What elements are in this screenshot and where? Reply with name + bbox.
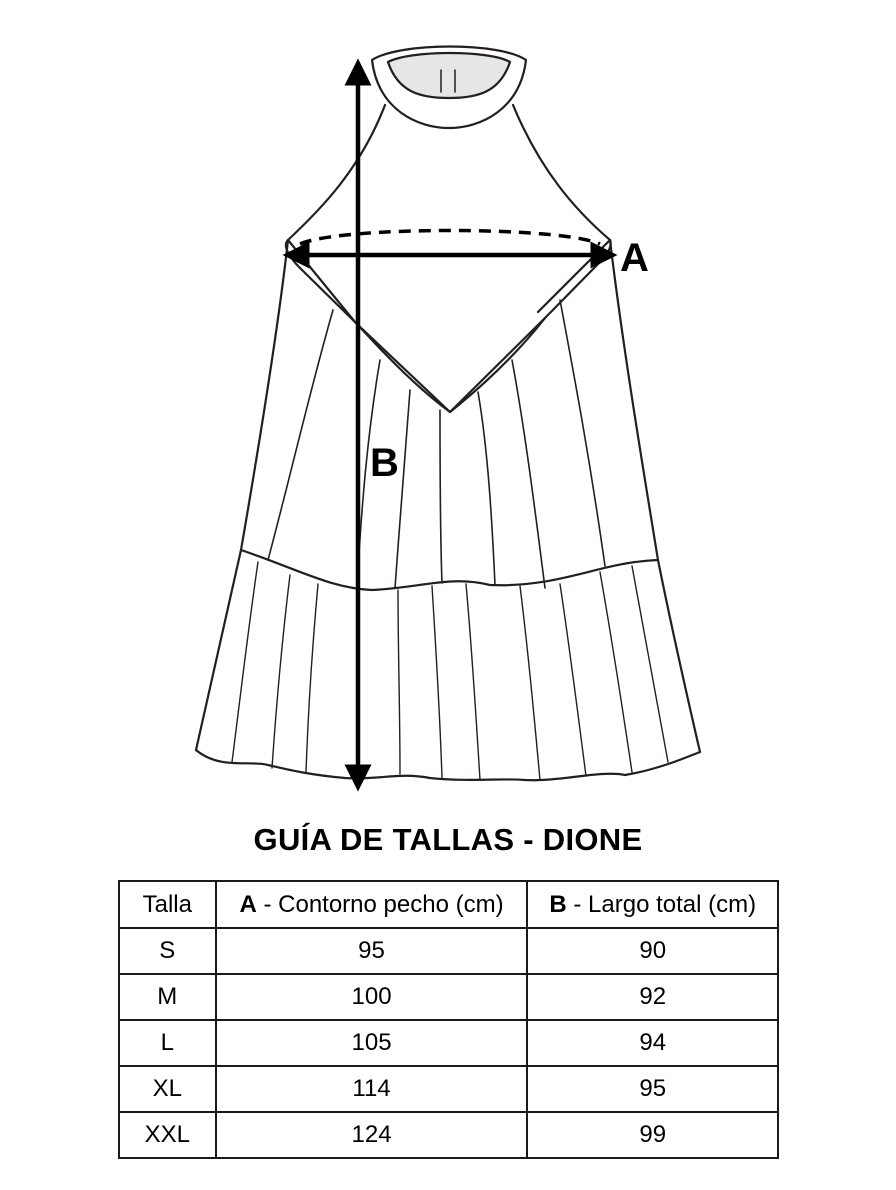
- size-table: [118, 880, 779, 1159]
- header-b: [527, 881, 778, 928]
- cell-size: L: [119, 1020, 216, 1066]
- cell-size: M: [119, 974, 216, 1020]
- table-row: [119, 1112, 778, 1158]
- header-b-text: - Largo total (cm): [566, 890, 757, 918]
- cell-size: XL: [119, 1066, 216, 1112]
- cell-size: S: [119, 928, 216, 974]
- header-a: [216, 881, 528, 928]
- cell-bust: 105: [216, 1020, 528, 1066]
- measurement-a: [296, 231, 649, 281]
- collar: [372, 47, 526, 129]
- cell-length: 94: [527, 1020, 778, 1066]
- cell-size: XXL: [119, 1112, 216, 1158]
- bodice: [286, 105, 611, 412]
- cell-bust: 100: [216, 974, 528, 1020]
- cell-length: 92: [527, 974, 778, 1020]
- skirt-upper-tier: [241, 240, 658, 590]
- bust-dashed-ellipse: [300, 231, 600, 245]
- size-guide-title: GUÍA DE TALLAS - DIONE: [253, 822, 643, 857]
- header-size: Talla: [119, 881, 216, 928]
- cell-bust: 95: [216, 928, 528, 974]
- label-b: B: [370, 441, 399, 485]
- table-row: [119, 974, 778, 1020]
- label-a: A: [620, 236, 649, 280]
- cell-length: 90: [527, 928, 778, 974]
- cell-length: 95: [527, 1066, 778, 1112]
- cell-bust: 114: [216, 1066, 528, 1112]
- header-b-letter: B: [549, 890, 567, 918]
- header-a-text: - Contorno pecho (cm): [256, 890, 504, 918]
- table-row: [119, 1020, 778, 1066]
- header-a-letter: A: [239, 890, 257, 918]
- measurement-b: [358, 72, 399, 778]
- cell-bust: 124: [216, 1112, 528, 1158]
- skirt-lower-tier: [196, 550, 700, 780]
- table-row: [119, 1066, 778, 1112]
- cell-length: 99: [527, 1112, 778, 1158]
- table-header-row: [119, 881, 778, 928]
- table-row: [119, 928, 778, 974]
